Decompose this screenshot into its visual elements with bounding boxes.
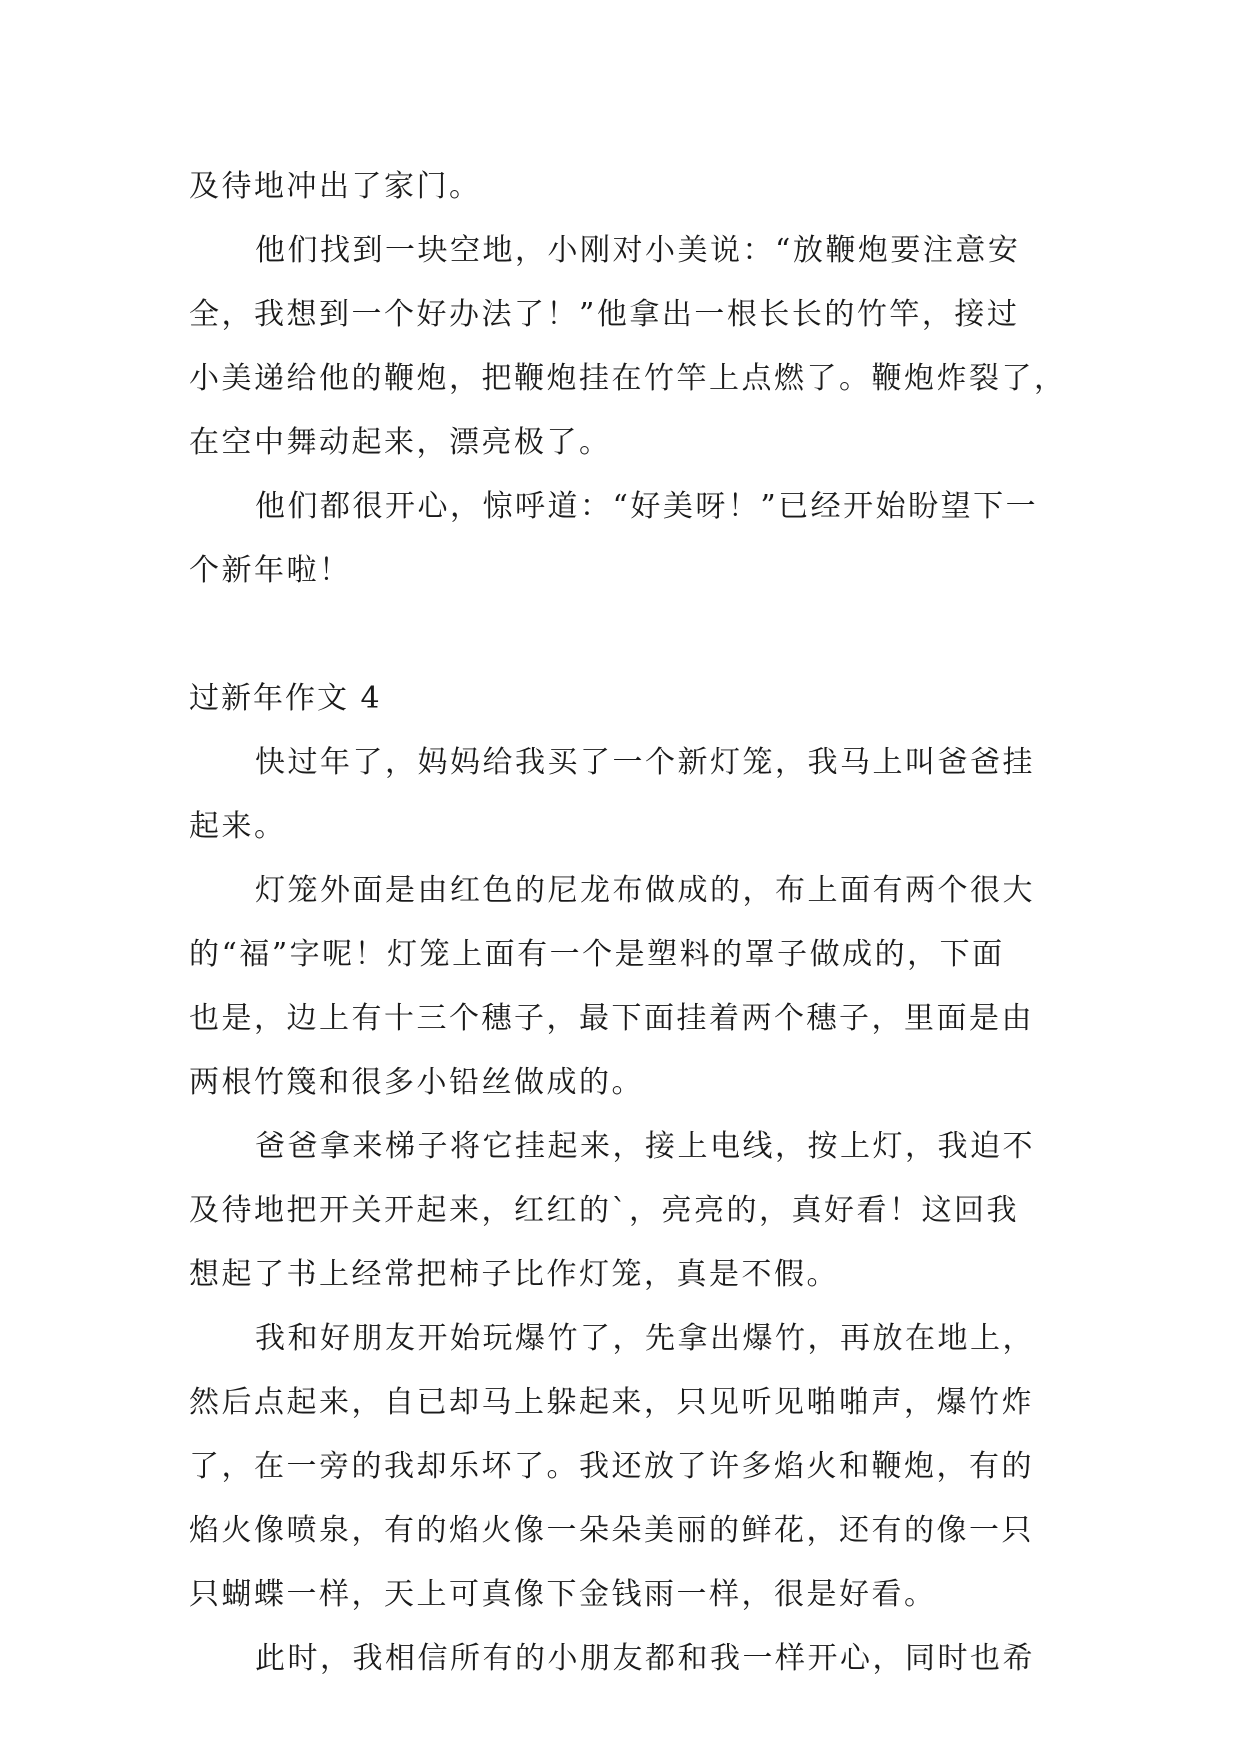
section-spacer <box>189 603 1053 667</box>
paragraph-line: 此时，我相信所有的小朋友都和我一样开心，同时也希 <box>255 1641 1035 1676</box>
paragraph <box>189 475 1053 603</box>
paragraph <box>189 859 1053 1115</box>
paragraph <box>189 731 1053 859</box>
paragraph <box>189 1115 1053 1307</box>
paragraph-line: 也是，边上有十三个穗子，最下面挂着两个穗子，里面是由 <box>189 1001 1034 1036</box>
paragraph-line: 的“福”字呢！灯笼上面有一个是塑料的罩子做成的，下面 <box>189 937 1005 972</box>
paragraph-line: 我和好朋友开始玩爆竹了，先拿出爆竹，再放在地上， <box>255 1321 1035 1356</box>
paragraph <box>189 1627 1053 1691</box>
paragraph <box>189 1307 1053 1627</box>
paragraph-line: 起来。 <box>189 809 287 844</box>
paragraph-line: 想起了书上经常把柿子比作灯笼，真是不假。 <box>189 1257 839 1292</box>
paragraph-line: 快过年了，妈妈给我买了一个新灯笼，我马上叫爸爸挂 <box>255 745 1035 780</box>
paragraph-line: 小美递给他的鞭炮，把鞭炮挂在竹竿上点燃了。鞭炮炸裂了， <box>189 361 1067 396</box>
paragraph-line: 他们都很开心，惊呼道：“好美呀！”已经开始盼望下一 <box>255 489 1039 524</box>
paragraph-line: 在空中舞动起来，漂亮极了。 <box>189 425 612 460</box>
paragraph <box>189 219 1067 475</box>
paragraph-line: 然后点起来，自已却马上躲起来，只见听见啪啪声，爆竹炸 <box>189 1385 1034 1420</box>
paragraph-line: 爸爸拿来梯子将它挂起来，接上电线，按上灯，我迫不 <box>255 1129 1035 1164</box>
paragraph-line: 个新年啦！ <box>189 553 352 588</box>
document-body <box>189 155 1067 1691</box>
paragraph-line: 两根竹篾和很多小铅丝做成的。 <box>189 1065 644 1100</box>
paragraph-line: 及待地冲出了家门。 <box>189 169 482 204</box>
section-title: 过新年作文 4 <box>189 681 382 716</box>
paragraph-line: 他们找到一块空地，小刚对小美说：“放鞭炮要注意安 <box>255 233 1021 268</box>
paragraph-line: 及待地把开关开起来，红红的`，亮亮的，真好看！这回我 <box>189 1193 1019 1228</box>
paragraph-line: 焰火像喷泉，有的焰火像一朵朵美丽的鲜花，还有的像一只 <box>189 1513 1034 1548</box>
paragraph-line: 灯笼外面是由红色的尼龙布做成的，布上面有两个很大 <box>255 873 1035 908</box>
paragraph-line: 只蝴蝶一样，天上可真像下金钱雨一样，很是好看。 <box>189 1577 937 1612</box>
paragraph-line: 了，在一旁的我却乐坏了。我还放了许多焰火和鞭炮，有的 <box>189 1449 1034 1484</box>
paragraph-line: 全，我想到一个好办法了！”他拿出一根长长的竹竿，接过 <box>189 297 1020 332</box>
